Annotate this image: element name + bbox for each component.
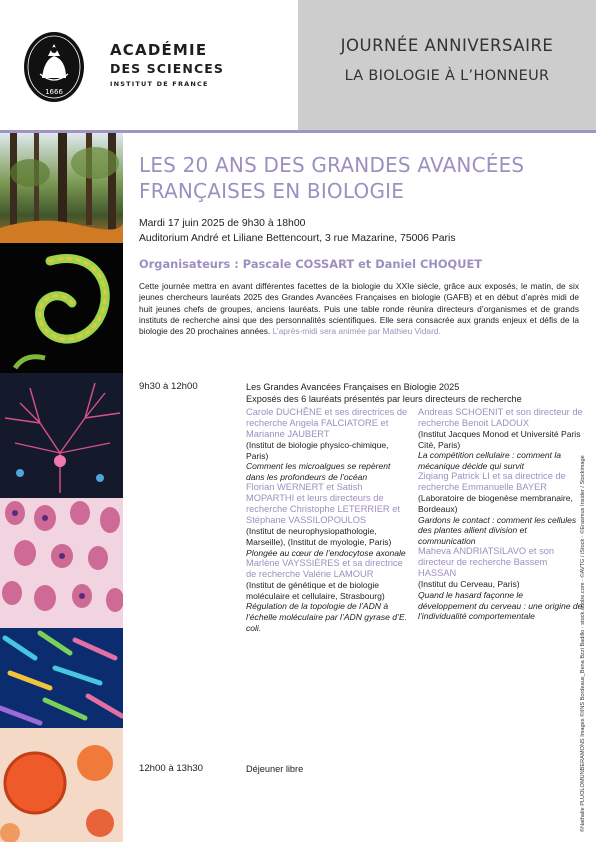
- worm-microscopy-image: [0, 243, 123, 373]
- page-title: [139, 152, 579, 204]
- session1-heading: [246, 381, 581, 405]
- header: [0, 0, 596, 130]
- event-date: Mardi 17 juin 2025 de 9h30 à 18h00: [139, 218, 306, 229]
- academy-name-line2: DES SCIENCES: [110, 61, 225, 76]
- session1-subtitle: Exposés des 6 lauréats présentés par leurs directeurs de recherche: [246, 394, 522, 404]
- event-subtitle: LA BIOLOGIE À L’HONNEUR: [344, 68, 550, 84]
- photo-credits: ©Nathalie PLUOLOMUNBERAMONS Images ©IINS Bordeaux_Bena Bzzi Badillo · stock.adobe.com · ©AVTG / iStock · ©Erasmus Insider / Stockimage: [580, 455, 586, 832]
- intro-moderator: L’après-midi sera animée par Mathieu Vidard.: [272, 326, 441, 337]
- laureate-institute: (Laboratoire de biogenèse membranaire, Bordeaux): [418, 493, 573, 514]
- event-title: JOURNÉE ANNIVERSAIRE: [340, 36, 554, 55]
- laureate-entry: [246, 407, 411, 482]
- academy-logo-area: [0, 0, 298, 130]
- academy-name-line1: ACADÉMIE: [110, 41, 208, 59]
- tissue-histology-image: [0, 498, 123, 628]
- intro-paragraph: [139, 281, 579, 337]
- intro-text: Cette journée mettra en avant différentes facettes de la biologie du XXIe siècle, grâce aux exposés, le matin, de six jeunes chercheurs lauréats 2025 des Grandes Avancées Françaises en biologie (GAFB) et en début d’après midi de huit jeunes chefs de groupes, anciens lauréats. Puis une table ronde réunira directeurs d’organismes et de grands instituts de recherche ainsi que des personnalités scientifiques. Elle sera consacrée aux grands enjeux et défis de la biologie des 20 prochaines années.: [139, 281, 579, 337]
- event-venue: Auditorium André et Liliane Bettencourt, 3 rue Mazarine, 75006 Paris: [139, 233, 456, 244]
- laureate-names: Maheva ANDRIATSILAVO et son directeur de recherche Bassem HASSAN: [418, 546, 555, 579]
- forest-image: [0, 133, 123, 243]
- page-title-line2: FRANÇAISES EN BIOLOGIE: [139, 179, 405, 203]
- laureate-names: Andreas SCHOENIT et son directeur de recherche Benoit LADOUX: [418, 407, 583, 428]
- laureate-topic: Comment les microalgues se repèrent dans les profondeurs de l’océan: [246, 461, 391, 482]
- laureate-institute: (Institut du Cerveau, Paris): [418, 579, 520, 590]
- laureate-institute: (Institut de génétique et de biologie moléculaire et cellulaire, Strasbourg): [246, 580, 385, 601]
- page-title-line1: LES 20 ANS DES GRANDES AVANCÉES: [139, 153, 525, 177]
- academy-name: [110, 40, 224, 90]
- laureate-topic: Plongée au cœur de l’endocytose axonale: [246, 547, 406, 558]
- cells-image: [0, 728, 123, 842]
- laureates-right-column: [418, 407, 583, 622]
- academy-seal-icon: [22, 30, 86, 104]
- laureate-entry: [418, 471, 583, 546]
- laureate-institute: (Institut Jacques Monod et Université Paris Cité, Paris): [418, 429, 581, 450]
- laureate-names: Marlène VAYSSIÈRES et sa directrice de recherche Valérie LAMOUR: [246, 558, 403, 580]
- laureate-entry: [418, 407, 583, 471]
- academy-name-line3: INSTITUT DE FRANCE: [110, 80, 209, 88]
- laureate-entry: [246, 558, 411, 633]
- laureate-topic: Régulation de la topologie de l’ADN à l’échelle moléculaire par l’ADN gyrase d’E. coli.: [246, 601, 408, 633]
- event-banner: [298, 0, 596, 130]
- dna-structure-image: [0, 628, 123, 728]
- laureate-names: Ziqiang Patrick LI et sa directrice de recherche Emmanuelle BAYER: [418, 471, 566, 493]
- laureate-institute: (Institut de biologie physico-chimique, Paris): [246, 440, 389, 461]
- session1-title: Les Grandes Avancées Françaises en Biologie 2025: [246, 382, 460, 392]
- laureate-entry: [246, 482, 411, 558]
- seal-year: 1666: [45, 88, 63, 96]
- laureate-topic: La compétition cellulaire : comment la mécanique décide qui survit: [418, 450, 561, 471]
- image-column: [0, 133, 123, 842]
- session2-title: Déjeuner libre: [246, 764, 304, 774]
- laureate-topic: Quand le hasard façonne le développement du cerveau : une origine de l’individualité comportementale: [418, 589, 583, 622]
- laureate-topic: Gardons le contact : comment les cellules des plantes allient division et communication: [418, 514, 577, 546]
- session2-time: 12h00 à 13h30: [139, 763, 204, 774]
- laureates-left-column: [246, 407, 411, 633]
- laureate-names: Florian WERNERT et Satish MOPARTHI et leurs directeurs de recherche Christophe LETERRIER et Stéphane VASSILOPOULOS: [246, 482, 400, 526]
- session1-time: 9h30 à 12h00: [139, 381, 198, 392]
- neuron-image: [0, 373, 123, 498]
- laureate-institute: (Institut de neurophysiopathologie, Marseille), (Institut de myologie, Paris): [246, 526, 392, 547]
- laureate-entry: [418, 546, 583, 621]
- organisers: Organisateurs : Pascale COSSART et Daniel CHOQUET: [139, 257, 483, 271]
- laureate-names: Carole DUCHÊNE et ses directrices de recherche Angela FALCIATORE et Marianne JAUBERT: [246, 407, 408, 439]
